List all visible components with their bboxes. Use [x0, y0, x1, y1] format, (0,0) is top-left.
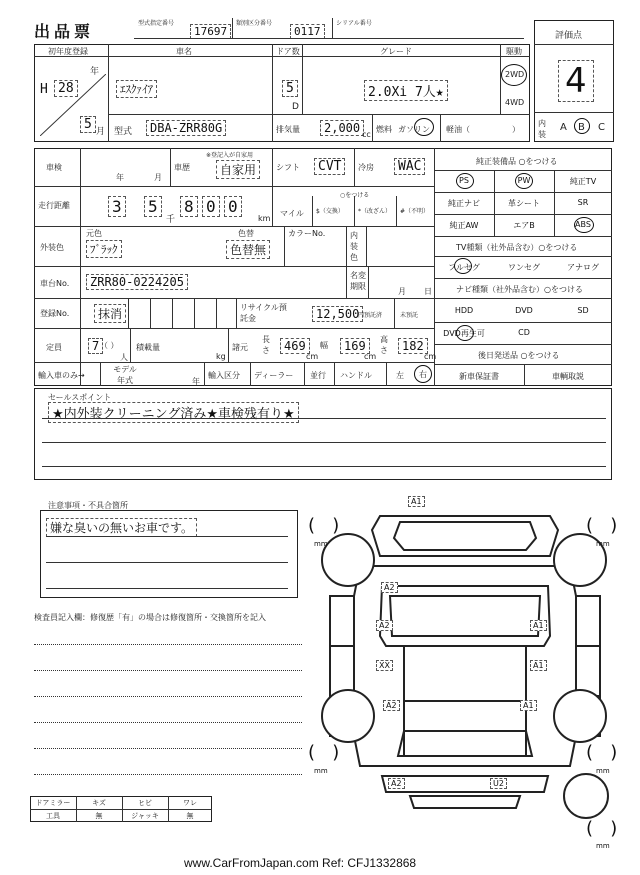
chassis-label: 車台No.: [40, 279, 70, 288]
legend-v-none2: 無: [186, 812, 194, 820]
year-unit: 年: [90, 67, 100, 77]
tire-bracket-fr: ( ): [586, 515, 618, 536]
mileage-digit-5: 0: [224, 196, 242, 217]
damage-mark-rear-right: U2: [490, 778, 507, 789]
damage-mark-left-door-2: XX: [376, 660, 393, 671]
tire-bracket-rl: ( ): [308, 742, 340, 763]
sales-label: セールスポイント: [48, 393, 112, 402]
mileage-thousand: 千: [166, 215, 176, 225]
tire-mm-rr: mm: [596, 767, 610, 775]
legend-v-tools: 工具: [46, 812, 60, 820]
orig-color: ﾌﾞﾗｯｸ: [86, 240, 122, 258]
handle-left: 左: [396, 371, 404, 380]
sales-text: ★内外装クリーニング済み★車検残有り★: [48, 402, 299, 423]
recycle-value: 12,500: [312, 306, 363, 322]
damage-mark-rear-bumper: A2: [388, 778, 405, 789]
car-name: ｴｽｸｧｲｱ: [116, 80, 157, 98]
equip-aw: 純正AW: [449, 221, 479, 230]
fuel-light-close: ）: [512, 125, 520, 134]
damage-mark-right-door-2: A1: [530, 660, 547, 671]
mileage-modified: *（改ざん）: [358, 208, 392, 215]
interior-label: 内装: [538, 119, 546, 139]
dealer: ディーラー: [254, 371, 294, 380]
ac: WAC: [394, 158, 425, 175]
ac-label: 冷房: [358, 163, 374, 172]
model-year-unit: 年: [192, 377, 200, 386]
doors: 5: [282, 80, 298, 97]
drive-2wd: 2WD: [505, 70, 525, 79]
navi-sd: SD: [577, 306, 589, 315]
nc-day: 日: [424, 287, 432, 296]
shift: CVT: [314, 158, 345, 175]
width-cm: cm: [364, 352, 377, 361]
class-value: 0117: [290, 24, 325, 39]
first-reg-label: 初年度登録: [48, 47, 88, 56]
class-label: 類別区分番号: [236, 20, 273, 27]
orig-color-label: 元色: [86, 229, 102, 238]
load-label: 積載量: [136, 343, 160, 352]
navi-hdd: HDD: [454, 306, 474, 315]
legend-h-crack: ヒビ: [138, 799, 152, 807]
type-cert-label: 型式指定番号: [138, 20, 175, 27]
mileage-exchange: $（交換）: [316, 208, 344, 215]
interior-a: A: [560, 122, 567, 133]
length: 469: [280, 338, 310, 354]
aftermarket-warranty: 新車保証書: [459, 372, 499, 381]
rating-label: 評価点: [555, 31, 583, 41]
equip-navi: 純正ナビ: [448, 199, 480, 208]
equip-pw: PW: [517, 176, 531, 185]
model: DBA-ZRR80G: [146, 120, 226, 136]
width: 169: [340, 338, 370, 354]
height-label: 高さ: [380, 335, 388, 355]
damage-mark-left-door-1: A2: [376, 620, 393, 631]
equip-pw-circle: [515, 173, 533, 189]
dvd-playable-circle: [456, 325, 474, 341]
damage-mark-right-rear: A1: [520, 700, 537, 711]
capacity: 7: [88, 338, 103, 354]
capacity-unit: 人: [120, 353, 128, 362]
equip-abs: ABS: [575, 220, 591, 229]
tire-bracket-fl: ( ): [308, 515, 340, 536]
car-use-label: 車歴: [174, 163, 190, 172]
mileage-label: 走行距離: [38, 201, 70, 210]
grade-label: グレード: [380, 47, 412, 56]
model-label: 型式: [114, 127, 133, 137]
shift-label: シフト: [276, 163, 300, 172]
car-use-note: ※登記入が自家用: [206, 152, 254, 159]
era: H: [40, 82, 48, 97]
dims-label: 諸元: [232, 343, 248, 352]
len-label: 長さ: [262, 335, 270, 355]
capacity-paren: （ ）: [100, 341, 119, 350]
reg-no: 抹消: [94, 304, 126, 323]
insp-year-unit: 年: [116, 173, 124, 182]
chassis: ZRR80-0224205: [86, 274, 188, 290]
navi-dvd: DVD: [515, 306, 533, 315]
inspection-label: 車検: [46, 163, 62, 172]
recycle-paid: 円預託済: [358, 312, 383, 319]
aftermarket-label: 後日発送品 ○をつける: [478, 351, 560, 360]
mileage-digit-3: 8: [180, 196, 198, 217]
fuel-light: 軽油（: [446, 125, 470, 134]
tire-mm-rl: mm: [314, 767, 328, 775]
footer-reference: www.CarFromJapan.com Ref: CFJ1332868: [184, 856, 417, 870]
cc-unit: cc: [362, 130, 371, 139]
mile-label: マイル: [280, 209, 304, 218]
doors-label: ドア数: [276, 47, 300, 56]
tv-analog: アナログ: [567, 263, 599, 272]
fuel-label: 燃料: [376, 125, 392, 134]
reg-month: 5: [80, 116, 96, 133]
reg-year: 28: [54, 80, 78, 97]
notes-label: 注意事項・不具合箇所: [48, 501, 128, 510]
recycle-label: リサイクル預託金: [240, 303, 287, 323]
color-label: 外装色: [40, 243, 64, 252]
type-cert-value: 17697: [190, 24, 231, 39]
damage-mark-right-door-1: A1: [530, 620, 547, 631]
tire-mm-spare: mm: [596, 842, 610, 850]
inspector-label: 検査員記入欄：修復歴「有」の場合は修復箇所・交換箇所を記入: [34, 613, 266, 622]
grade: 2.0Xi 7人★: [364, 80, 448, 101]
tire-bracket-rr: ( ): [586, 742, 618, 763]
height-cm: cm: [424, 352, 437, 361]
tv-fullseg: フルセグ: [448, 263, 480, 272]
door-d: D: [292, 102, 299, 112]
damage-mark-left-front: A2: [381, 582, 398, 593]
serial-label: シリアル番号: [336, 20, 372, 27]
nc-month: 月: [398, 287, 406, 296]
dvd-playable: DVD再生可: [443, 329, 485, 338]
mileage-digit-2: 5: [144, 196, 162, 217]
tv-label: TV種類（社外品含む）○をつける: [456, 243, 578, 252]
equip-leather: 革シート: [508, 199, 540, 208]
length-cm: cm: [306, 352, 319, 361]
navi-label: ナビ種類（社外品含む）○をつける: [456, 285, 583, 294]
int-color-label: 内装色: [350, 231, 358, 262]
color-no-label: カラーNo.: [288, 229, 326, 238]
mileage-unit: km: [258, 214, 271, 223]
circle-note: ○をつける: [340, 192, 370, 199]
legend-h-mirror: ドアミラー: [35, 799, 71, 807]
equip-tv: 純正TV: [569, 177, 597, 186]
dvd-cd: CD: [518, 328, 530, 337]
import-class-label: 輸入区分: [208, 371, 240, 380]
equip-ps: PS: [459, 176, 469, 185]
interior-c: C: [598, 122, 605, 133]
mileage-digit-4: 0: [202, 196, 220, 217]
equip-airbag: エアB: [513, 221, 535, 230]
legend-v-jack: ジャッキ: [131, 812, 159, 820]
width-label: 幅: [320, 341, 328, 350]
handle-right: 右: [419, 370, 427, 379]
color-change: 色替無: [226, 240, 270, 259]
interior-b: B: [578, 122, 585, 133]
capacity-label: 定員: [46, 343, 62, 352]
mileage-unknown: #（不明）: [400, 208, 430, 215]
rating-value: 4: [558, 60, 594, 102]
load-unit: kg: [216, 352, 226, 361]
equip-label: 純正装備品 ○をつける: [476, 157, 558, 166]
legend-h-scratch: キズ: [92, 799, 106, 807]
legend-v-none1: 無: [95, 812, 103, 820]
handle-label: ハンドル: [340, 371, 372, 380]
aftermarket-manual: 車輌取説: [552, 372, 584, 381]
displacement-label: 排気量: [276, 125, 300, 134]
drive-label: 駆動: [506, 47, 522, 56]
model-year-label: モデル年式: [113, 365, 137, 385]
document-title: 出品票: [34, 22, 95, 41]
import-label: 輸入車のみ→: [38, 371, 85, 380]
fuel-gas: ガソリン: [398, 125, 430, 134]
drive-4wd: 4WD: [505, 98, 525, 107]
reg-no-label: 登録No.: [40, 309, 70, 318]
car-use: 自家用: [216, 160, 260, 179]
displacement: 2,000: [320, 120, 364, 136]
notes-text: 嫌な臭いの無いお車です。: [46, 518, 197, 537]
equip-sr: SR: [577, 198, 589, 207]
fuel-gas-circle: [414, 118, 434, 136]
tire-mm-fl: mm: [314, 540, 328, 548]
tire-mm-fr: mm: [596, 540, 610, 548]
height: 182: [398, 338, 428, 354]
car-name-label: 車名: [176, 47, 192, 56]
recycle-unpaid: 未預託: [400, 312, 419, 319]
tv-oneseg: ワンセグ: [508, 263, 540, 272]
insp-month-unit: 月: [154, 173, 162, 182]
equip-abs-circle: [574, 217, 594, 233]
tv-fullseg-circle: [454, 258, 472, 274]
damage-mark-front: A1: [408, 496, 425, 507]
legend-h-break: ワレ: [183, 799, 197, 807]
color-change-label: 色替: [238, 229, 254, 238]
parallel: 並行: [310, 371, 326, 380]
damage-mark-left-rear: A2: [383, 700, 400, 711]
name-change-label: 名変期限: [350, 271, 366, 291]
mileage-digit-1: 3: [108, 196, 126, 217]
month-unit: 月: [96, 127, 106, 137]
car-damage-diagram: [300, 486, 636, 836]
equip-ps-circle: [456, 173, 474, 189]
tire-bracket-spare: ( ): [586, 818, 618, 839]
